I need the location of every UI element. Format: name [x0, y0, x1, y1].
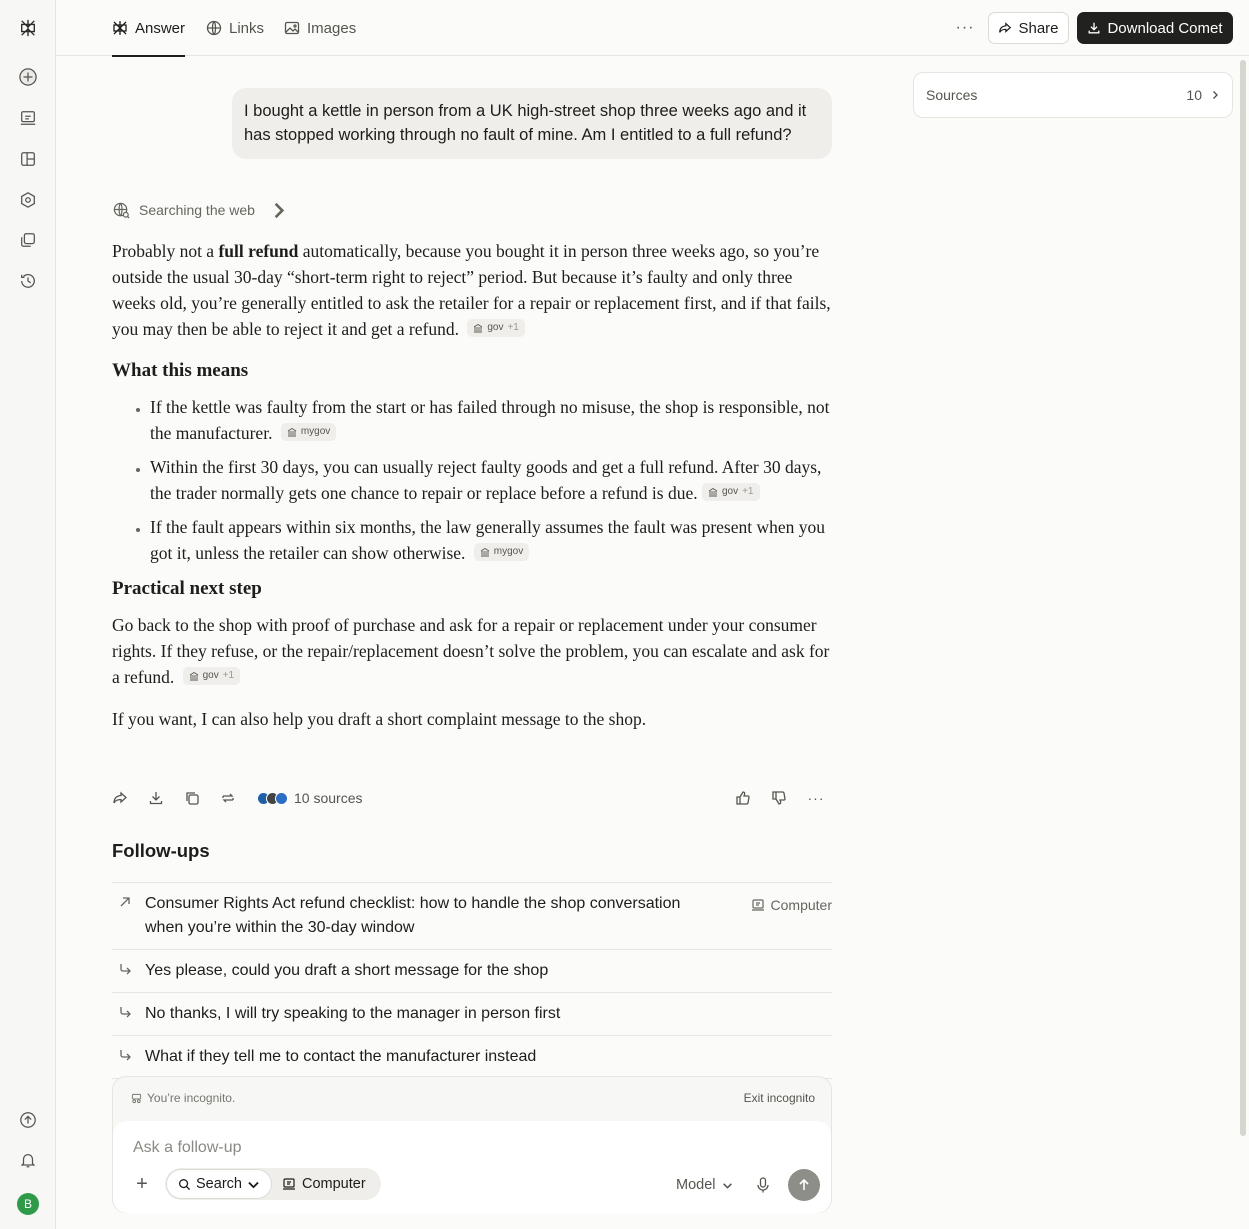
mode-selector: [165, 1168, 381, 1200]
copy-icon[interactable]: [182, 788, 202, 808]
heading-what-this-means: What this means: [112, 360, 249, 381]
more-actions-icon[interactable]: ···: [807, 790, 825, 806]
bank-icon: [287, 427, 297, 437]
scrollbar[interactable]: [1240, 60, 1246, 1136]
discover-icon[interactable]: [14, 186, 42, 214]
search-icon: [178, 1178, 191, 1191]
chevron-down-icon: [722, 1180, 733, 1191]
share-answer-icon[interactable]: [110, 788, 130, 808]
computer-mode-label: Computer: [302, 1176, 366, 1192]
bullet-text: Within the first 30 days, you can usually reject faulty goods and get a full refund. After 30 days, the trader normally gets one chance to repair or replace before a refund is due.: [150, 457, 822, 503]
followup-tag-label: Computer: [770, 897, 832, 913]
search-globe-icon: [112, 201, 131, 220]
bank-icon: [480, 547, 490, 557]
incognito-icon: [131, 1093, 142, 1104]
sources-count-label: 10 sources: [294, 790, 363, 806]
list-item: [150, 514, 832, 566]
citation-chip[interactable]: [474, 543, 529, 561]
thumbs-down-icon[interactable]: [769, 788, 789, 808]
list-item[interactable]: [112, 883, 832, 950]
answer-intro: [112, 238, 832, 342]
send-button[interactable]: [788, 1169, 820, 1201]
chevron-right-icon: [1210, 90, 1220, 100]
sources-count: 10: [1186, 87, 1202, 103]
reply-arrow-icon: [118, 1048, 132, 1062]
thumbs-up-icon[interactable]: [733, 788, 753, 808]
heading-practical-next-step: Practical next step: [112, 578, 262, 599]
composer: [112, 1076, 832, 1213]
arrow-up-icon: [797, 1178, 811, 1192]
more-options-button[interactable]: ···: [955, 19, 975, 36]
composer-input-area[interactable]: [113, 1121, 831, 1213]
computer-mode-button[interactable]: [282, 1169, 366, 1199]
upgrade-icon[interactable]: [14, 1106, 42, 1134]
model-selector[interactable]: [676, 1177, 733, 1193]
export-icon[interactable]: [146, 788, 166, 808]
arrow-up-right-icon: [118, 895, 132, 909]
tab-links[interactable]: [206, 0, 264, 56]
answer-closing: If you want, I can also help you draft a short complaint message to the shop.: [112, 709, 647, 729]
citation-extra: +1: [507, 322, 519, 333]
list-item: [150, 394, 832, 446]
user-question: I bought a kettle in person from a UK high-street shop three weeks ago and it has stopped working through no fault of mine. Am I entitled to a full refund?: [232, 88, 832, 159]
searching-label: Searching the web: [139, 202, 255, 218]
search-mode-label: Search: [196, 1176, 242, 1192]
answer-body: [112, 238, 832, 748]
bank-icon: [473, 323, 483, 333]
answer-actions: [112, 786, 832, 810]
download-icon: [1087, 21, 1101, 35]
user-avatar[interactable]: B: [17, 1193, 39, 1215]
sources-panel[interactable]: [913, 72, 1233, 118]
microphone-icon[interactable]: [754, 1176, 772, 1194]
citation-chip[interactable]: [183, 667, 241, 685]
citation-chip[interactable]: [467, 319, 525, 337]
exit-incognito-link[interactable]: Exit incognito: [743, 1091, 815, 1105]
followup-input[interactable]: Ask a follow-up: [133, 1139, 242, 1156]
spaces-icon[interactable]: [14, 145, 42, 173]
tab-images[interactable]: [284, 0, 356, 56]
top-bar: [56, 0, 1249, 56]
list-item: [150, 454, 832, 506]
list-item[interactable]: [112, 950, 832, 993]
citation-chip[interactable]: [702, 483, 760, 501]
citation-extra: +1: [742, 486, 754, 497]
share-button[interactable]: [988, 12, 1069, 44]
searching-status[interactable]: [112, 198, 288, 222]
left-rail: [0, 0, 56, 1229]
download-comet-button[interactable]: [1077, 12, 1233, 44]
citation-source: gov: [721, 486, 739, 497]
logo-icon[interactable]: [14, 14, 42, 42]
reply-arrow-icon: [118, 962, 132, 976]
tab-answer[interactable]: [112, 0, 185, 56]
new-thread-icon[interactable]: [14, 63, 42, 91]
source-favicons: [257, 792, 284, 805]
intro-bold: full refund: [218, 241, 299, 261]
followup-text: Consumer Rights Act refund checklist: how to handle the shop conversation when you’re within the 30-day window: [145, 895, 681, 936]
bullet-text: If the fault appears within six months, the law generally assumes the fault was present when you got it, unless the retailer can show otherwise.: [150, 517, 826, 563]
answer-step: [112, 612, 832, 690]
search-mode-button[interactable]: [166, 1169, 272, 1199]
intro-text-start: Probably not a: [112, 241, 219, 261]
followup-tag: [751, 893, 832, 917]
attach-plus-icon[interactable]: +: [136, 1172, 148, 1195]
step-text: Go back to the shop with proof of purchase and ask for a repair or replacement under your consumer rights. If they refuse, or the repair/replacement doesn’t solve the problem, you can escalate and ask for a refund.: [112, 615, 830, 687]
citation-source: mygov: [493, 546, 524, 557]
followup-text: What if they tell me to contact the manufacturer instead: [145, 1048, 537, 1065]
followups-title: Follow-ups: [112, 840, 210, 861]
share-icon: [998, 21, 1012, 35]
followups-list: [112, 882, 832, 1079]
share-label: Share: [1018, 19, 1059, 37]
list-item[interactable]: [112, 1036, 832, 1079]
favicon-icon: [275, 792, 288, 805]
citation-chip[interactable]: [281, 423, 336, 441]
intro-text-end: automatically, because you bought it in person three weeks ago, so you’re outside the usual 30-day “short-term right to reject” period. But because it’s faulty and only three weeks old, you’re generally entitled to ask the retailer for a repair or replacement first, and if that fails, you may then be able to reject it and get a refund.: [112, 241, 831, 339]
bank-icon: [708, 487, 718, 497]
model-label: Model: [676, 1177, 716, 1193]
sources-button[interactable]: [257, 786, 362, 810]
list-item[interactable]: [112, 993, 832, 1036]
image-icon: [284, 20, 300, 36]
bank-icon: [189, 671, 199, 681]
followup-text: Yes please, could you draft a short message for the shop: [145, 962, 549, 979]
incognito-label: You’re incognito.: [147, 1091, 236, 1105]
chevron-right-icon: [269, 201, 288, 220]
citation-source: mygov: [300, 426, 331, 437]
answer-icon: [112, 20, 128, 36]
computer-icon[interactable]: [14, 104, 42, 132]
computer-icon: [751, 898, 765, 912]
tab-answer-label: Answer: [135, 19, 186, 37]
library-icon[interactable]: [14, 226, 42, 254]
bullet-text: If the kettle was faulty from the start or has failed through no misuse, the shop is responsible, not the manufacturer.: [150, 397, 830, 443]
tab-links-label: Links: [229, 19, 265, 37]
reply-arrow-icon: [118, 1005, 132, 1019]
incognito-notice: [131, 1091, 235, 1105]
download-label: Download Comet: [1107, 19, 1223, 37]
followup-text: No thanks, I will try speaking to the manager in person first: [145, 1005, 561, 1022]
history-icon[interactable]: [14, 267, 42, 295]
notifications-icon[interactable]: [14, 1146, 42, 1174]
sources-count-group: [1186, 87, 1220, 103]
citation-source: gov: [487, 322, 504, 333]
computer-icon: [282, 1177, 296, 1191]
citation-extra: +1: [222, 670, 235, 681]
sources-label: Sources: [926, 87, 978, 103]
citation-source: gov: [202, 670, 219, 681]
tab-images-label: Images: [307, 19, 357, 37]
rewrite-icon[interactable]: [218, 788, 238, 808]
answer-bullets: [112, 394, 832, 566]
globe-icon: [206, 20, 222, 36]
chevron-down-icon: [247, 1178, 260, 1191]
